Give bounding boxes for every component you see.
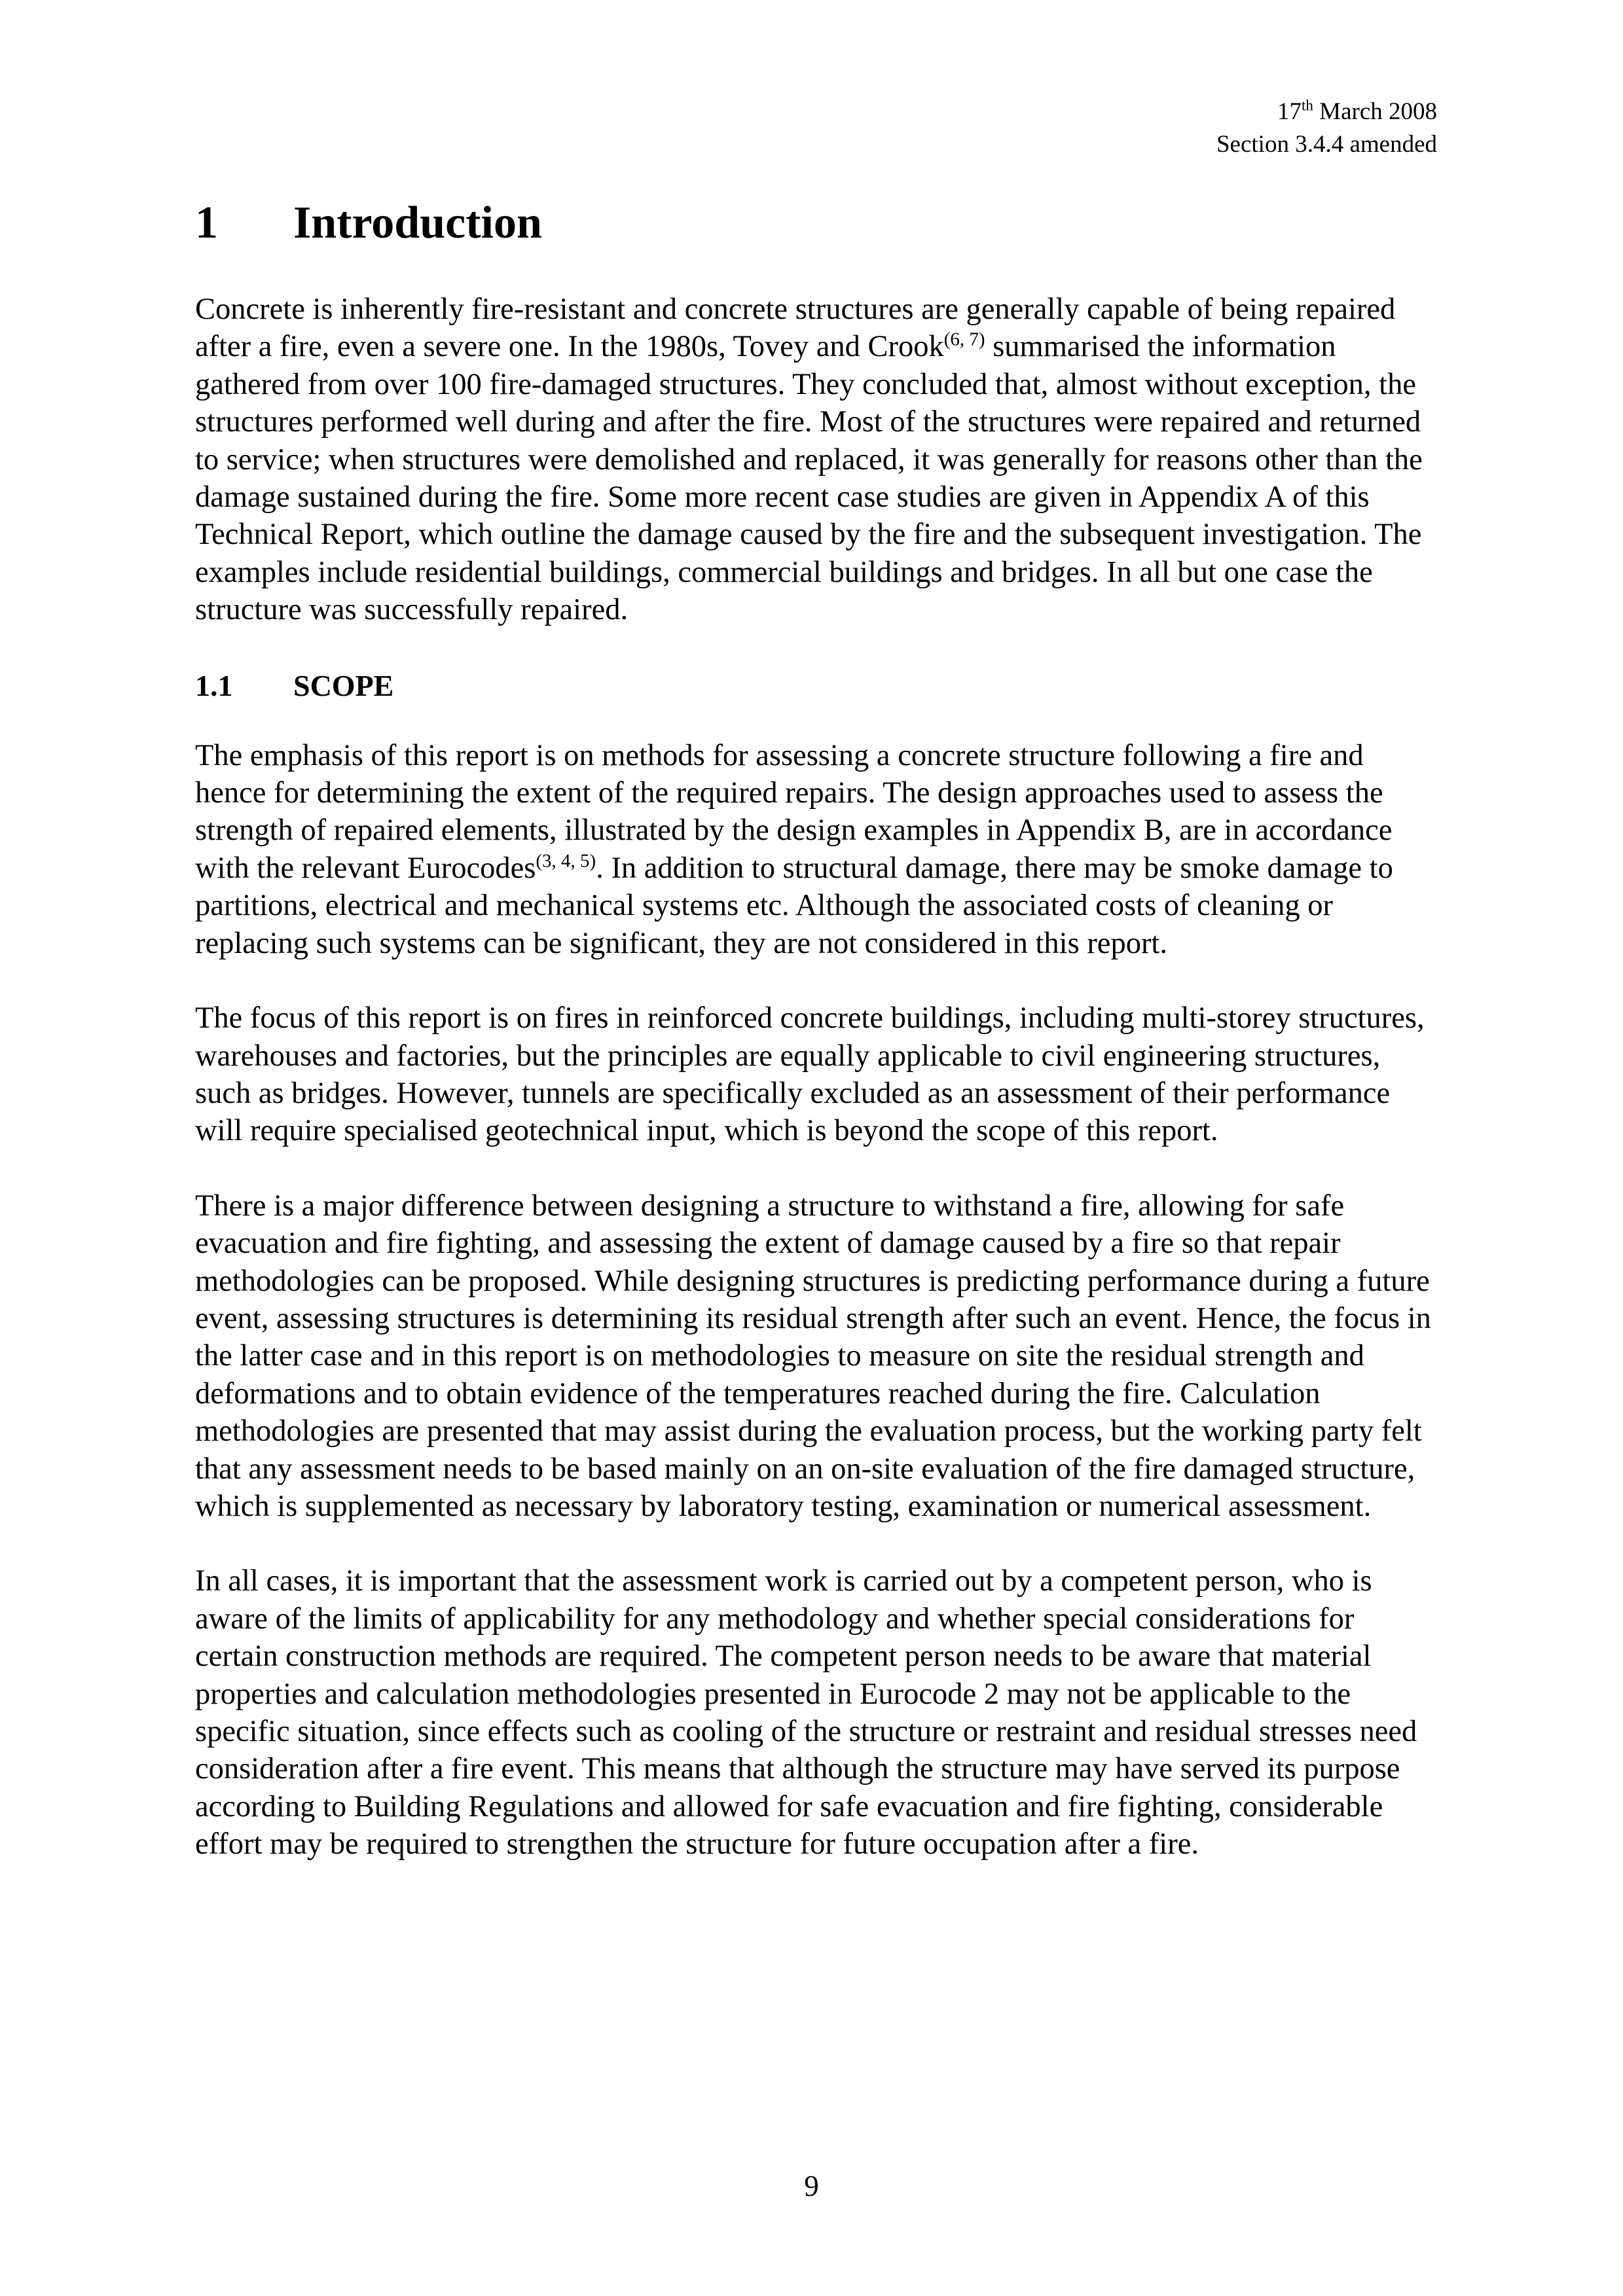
section-heading — [195, 666, 1439, 706]
page-body — [195, 194, 1439, 1901]
chapter-number: 1 — [195, 198, 218, 248]
scope-paragraph-3: There is a major difference between designing a structure to withstand a fire, allowing for safe evacuation and fire fighting, and assessing the extent of damage caused by a fire so that repair methodologies can be proposed. While designing structures is predicting performance during a future event, assessing structures is determining its residual strength after such an event. Hence, the focus in the latter case and in this report is on methodologies to measure on site the residual strength and deformations and to obtain evidence of the temperatures reached during the fire. Calculation methodologies are presented that may assist during the evaluation process, but the working party felt that any assessment needs to be based mainly on an on-site evaluation of the fire damaged structure, which is supplemented as necessary by laboratory testing, examination or numerical assessment. — [195, 1189, 1431, 1523]
scope-paragraph-1: The emphasis of this report is on methods for assessing a concrete structure following a fire and hence for determining the extent of the required repairs. The design approaches used to assess the strength of repaired elements, illustrated by the design examples in Appendix B, are in accordance with the relevant Eurocodes$^{(3, 4, 5)}$. In addition to structural damage, there may be smoke damage to partitions, electrical and mechanical systems etc. Although the associated costs of cleaning or replacing such systems can be significant, they are not considered in this report. — [195, 738, 1393, 960]
section-title: SCOPE — [293, 668, 394, 702]
scope-paragraph-4: In all cases, it is important that the assessment work is carried out by a competent person, who is aware of the limits of applicability for any methodology and whether special considerations for certain construction methods are required. The competent person needs to be aware that material properties and calculation methodologies presented in Eurocode 2 may not be applicable to the specific situation, since effects such as cooling of the structure or restraint and residual stresses need consideration after a fire event. This means that although the structure may have served its purpose according to Building Regulations and allowed for safe evacuation and fire fighting, considerable effort may be required to strengthen the structure for future occupation after a fire. — [195, 1564, 1417, 1861]
scope-paragraph-2: The focus of this report is on fires in reinforced concrete buildings, including multi-storey structures, warehouses and factories, but the principles are equally applicable to civil engineering structures, such as bridges. However, tunnels are specifically excluded as an assessment of their performance will require specialised geotechnical input, which is beyond the scope of this report. — [195, 1001, 1425, 1148]
citation-reference: (6, 7) — [943, 329, 985, 350]
page-number: 9 — [804, 2170, 819, 2202]
chapter-heading — [195, 194, 1439, 253]
revision-date: 17th March 2008 — [1277, 97, 1437, 125]
amendment-note: Section 3.4.4 amended — [1216, 131, 1437, 158]
citation-reference: (3, 4, 5) — [536, 850, 596, 872]
date-ordinal-suffix: th — [1302, 97, 1313, 114]
chapter-title: Introduction — [293, 198, 542, 248]
page-header — [1216, 96, 1437, 161]
section-number: 1.1 — [195, 668, 233, 702]
intro-paragraph: Concrete is inherently fire-resistant and concrete structures are generally capable of being repaired after a fire, even a severe one. In the 1980s, Tovey and Crook$^{(6, 7)}$ summarised the information gathered from over 100 fire-damaged structures. They concluded that, almost without exception, the structures performed well during and after the fire. Most of the structures were repaired and returned to service; when structures were demolished and replaced, it was generally for reasons other than the damage sustained during the fire. Some more recent case studies are given in Appendix A of this Technical Report, which outline the damage caused by the fire and the subsequent investigation. The examples include residential buildings, commercial buildings and bridges. In all but one case the structure was successfully repaired. — [195, 293, 1423, 627]
